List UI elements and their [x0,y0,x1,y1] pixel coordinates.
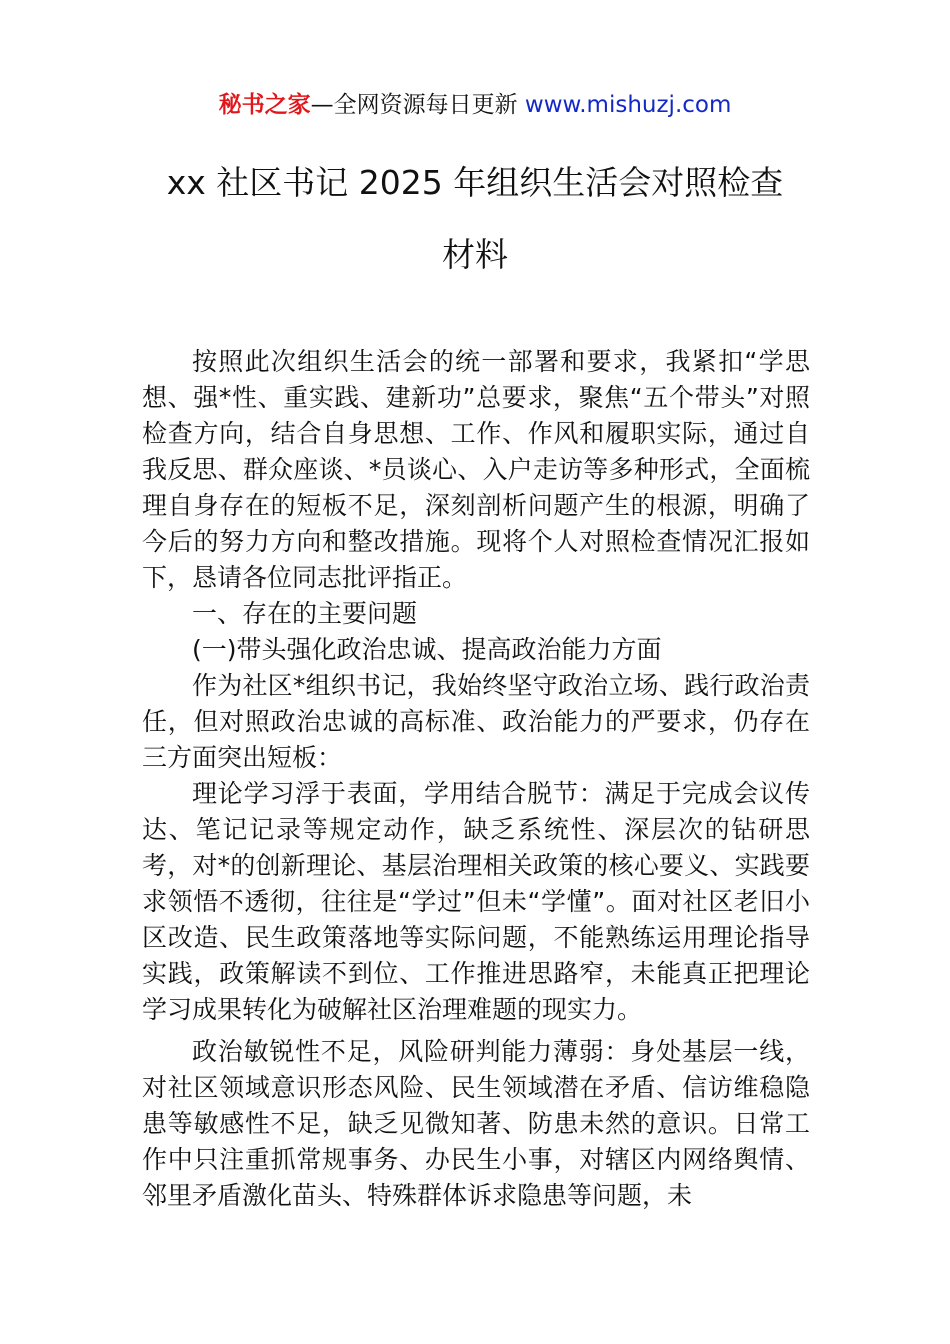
section-heading: 一、存在的主要问题 [192,599,418,628]
site-header [0,88,950,122]
site-url-link[interactable]: www.mishuzj.com [524,92,732,118]
body-paragraph: 政治敏锐性不足，风险研判能力薄弱：身处基层一线，对社区领域意识形态风险、民生领域潜在矛盾、信访维稳隐患等敏感性不足，缺乏见微知著、防患未然的意识。日常工作中只注重抓常规事务、办民生小事，对辖区内网络舆情、邻里矛盾激化苗头、特殊群体诉求隐患等问题，未 [142,1037,810,1210]
intro-paragraph: 按照此次组织生活会的统一部署和要求，我紧扣“学思想、强*性、重实践、建新功”总要求，聚焦“五个带头”对照检查方向，结合自身思想、工作、作风和履职实际，通过自我反思、群众座谈、*员谈心、入户走访等多种形式，全面梳理自身存在的短板不足，深刻剖析问题产生的根源，明确了今后的努力方向和整改措施。现将个人对照检查情况汇报如下，恳请各位同志批评指正。 [142,347,810,592]
document-body [142,344,810,1214]
body-paragraph: 理论学习浮于表面，学用结合脱节：满足于完成会议传达、笔记记录等规定动作，缺乏系统性、深层次的钻研思考，对*的创新理论、基层治理相关政策的核心要义、实践要求领悟不透彻，往往是“学过”但未“学懂”。面对社区老旧小区改造、民生政策落地等实际问题，不能熟练运用理论指导实践，政策解读不到位、工作推进思路窄，未能真正把理论学习成果转化为破解社区治理难题的现实力。 [142,779,810,1024]
document-title [0,158,950,302]
body-paragraph: 作为社区*组织书记，我始终坚守政治立场、践行政治责任，但对照政治忠诚的高标准、政治能力的严要求，仍存在三方面突出短板： [142,671,810,772]
document-title-line-2: 材料 [442,235,508,274]
subsection-heading: (一)带头强化政治忠诚、提高政治能力方面 [192,635,662,664]
document-title-line-1: xx 社区书记 2025 年组织生活会对照检查 [166,163,784,202]
site-brand: 秘书之家 [218,92,311,118]
site-tagline: —全网资源每日更新 [310,92,518,118]
